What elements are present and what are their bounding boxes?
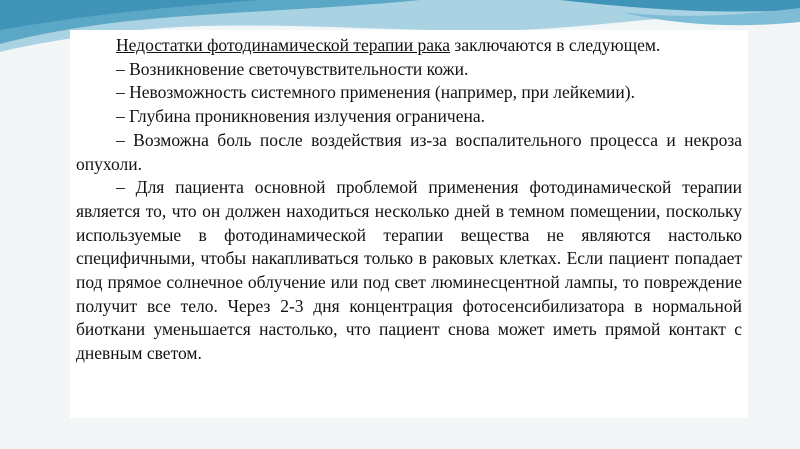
list-item: – Невозможность системного применения (например, при лейкемии).	[116, 82, 635, 103]
list-item: – Возникновение светочувствительности кожи.	[116, 58, 469, 79]
intro-heading: Недостатки фотодинамической терапии рака	[116, 35, 451, 55]
list-item: – Глубина проникновения излучения ограничена.	[116, 106, 485, 127]
intro-rest: заключаются в следующем.	[450, 35, 661, 55]
list-item: – Возможна боль после воздействия из-за воспалительного процесса и некроза опухоли.	[76, 129, 742, 174]
list-item: – Для пациента основной проблемой применения фотодинамической терапии является то, что он должен находиться несколько дней в темном помещении, поскольку используемые в фотодинамической терапии вещества не являются настолько специфичными, чтобы накапливаться только в раковых клетках. Если пациент попадает под прямое солнечное облучение или под свет люминесцентной лампы, то повреждение получит все тело. Через 2-3 дня концентрация фотосенсибилизатора в нормальной биоткани уменьшается настолько, что пациент снова может иметь прямой контакт с дневным светом.	[76, 177, 742, 364]
document-page	[70, 30, 748, 418]
intro-paragraph	[76, 34, 742, 58]
